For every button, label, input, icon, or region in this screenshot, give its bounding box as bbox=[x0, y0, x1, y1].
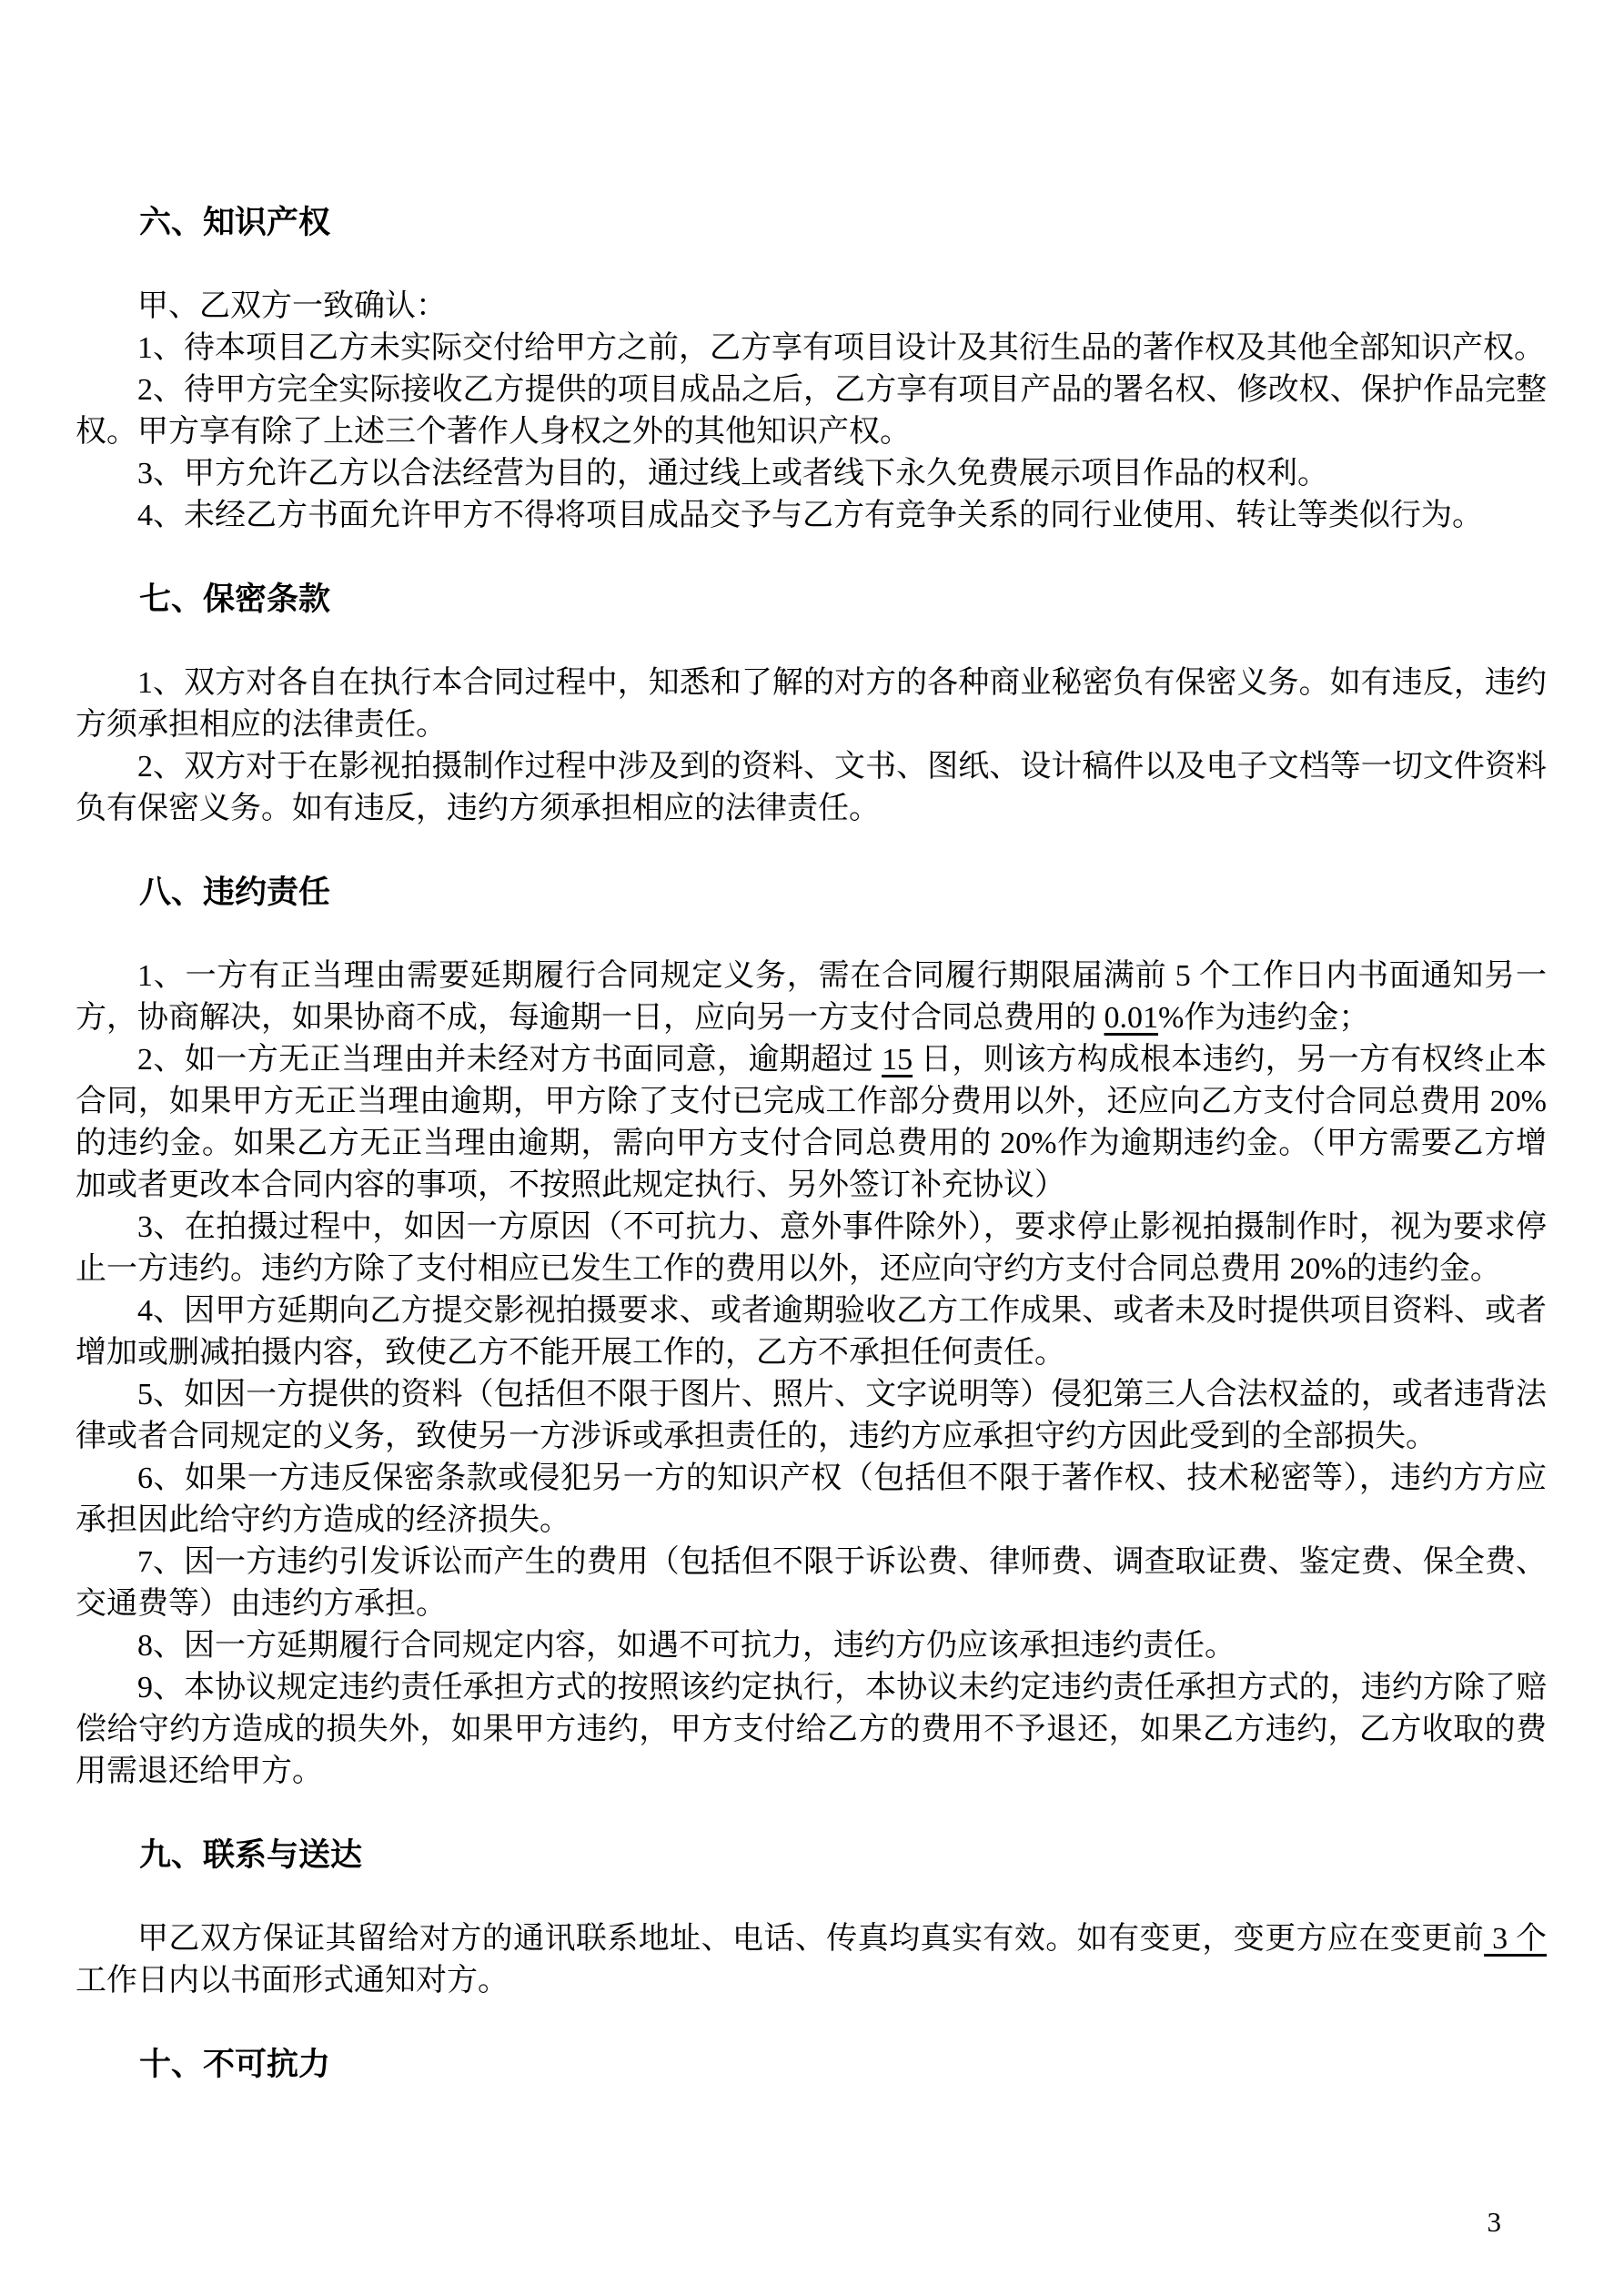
text-run: 9、本协议规定违约责任承担方式的按照该约定执行，本协议未约定违约责任承担方式的，违约方除了赔偿给守约方造成的损失外，如果甲方违约，甲方支付给乙方的费用不予退还，如果乙方违约，乙方收取的费用需退还给甲方。 bbox=[76, 1671, 1547, 1788]
contract-section bbox=[76, 579, 1547, 830]
text-run: 5、如因一方提供的资料（包括但不限于图片、照片、文字说明等）侵犯第三人合法权益的，或者违背法律或者合同规定的义务，致使另一方涉诉或承担责任的，违约方应承担守约方因此受到的全部损失。 bbox=[76, 1378, 1547, 1453]
text-run: 2、待甲方完全实际接收乙方提供的项目成品之后，乙方享有项目产品的署名权、修改权、保护作品完整权。甲方享有除了上述三个著作人身权之外的其他知识产权。 bbox=[76, 373, 1547, 449]
paragraph bbox=[76, 1667, 1547, 1793]
text-run: 甲、乙双方一致确认： bbox=[137, 289, 447, 323]
text-run: 4、未经乙方书面允许甲方不得将项目成品交予与乙方有竞争关系的同行业使用、转让等类似行为。 bbox=[137, 499, 1483, 532]
text-run: 8、因一方延期履行合同规定内容，如遇不可抗力，违约方仍应该承担违约责任。 bbox=[137, 1629, 1236, 1663]
text-run: 甲乙双方保证其留给对方的通讯联系地址、电话、传真均真实有效。如有变更，变更方应在变更前 bbox=[137, 1922, 1485, 1956]
section-heading: 六、知识产权 bbox=[139, 205, 331, 240]
text-run: 3、在拍摄过程中，如因一方原因（不可抗力、意外事件除外），要求停止影视拍摄制作时，视为要求停止一方违约。违约方除了支付相应已发生工作的费用以外，还应向守约方支付合同总费用 20%的违约金。 bbox=[76, 1210, 1547, 1286]
paragraph bbox=[76, 1207, 1547, 1290]
text-run: 日，则该方构成根本违约，另一方有权终止本合同，如果甲方无正当理由逾期，甲方除了支付已完成工作部分费用以外，还应向乙方支付合同总费用 20%的违约金。如果乙方无正当理由逾期，需向甲方支付合同总费用的 20%作为逾期违约金。（甲方需要乙方增加或者更改本合同内容的事项，不按照此规定执行、另外签订补充协议） bbox=[76, 1043, 1548, 1202]
section-heading: 十、不可抗力 bbox=[139, 2047, 331, 2082]
underlined-value: 15 bbox=[882, 1043, 913, 1077]
paragraph bbox=[76, 1542, 1547, 1625]
paragraph bbox=[76, 956, 1547, 1039]
paragraph bbox=[76, 1918, 1547, 2002]
text-run: 7、因一方违约引发诉讼而产生的费用（包括但不限于诉讼费、律师费、调查取证费、鉴定费、保全费、交通费等）由违约方承担。 bbox=[76, 1545, 1547, 1621]
paragraph bbox=[76, 495, 1547, 537]
text-run: 3、甲方允许乙方以合法经营为目的，通过线上或者线下永久免费展示项目作品的权利。 bbox=[137, 457, 1328, 491]
text-run: 6、如果一方违反保密条款或侵犯另一方的知识产权（包括但不限于著作权、技术秘密等），违约方方应承担因此给守约方造成的经济损失。 bbox=[76, 1462, 1547, 1537]
contract-section bbox=[76, 2044, 1547, 2086]
paragraph bbox=[76, 746, 1547, 830]
section-heading: 九、联系与送达 bbox=[139, 1837, 363, 1873]
paragraph bbox=[76, 453, 1547, 495]
contract-section bbox=[76, 1835, 1547, 2002]
text-run: 工作日内以书面形式通知对方。 bbox=[76, 1964, 509, 1998]
text-run: 2、双方对于在影视拍摄制作过程中涉及到的资料、文书、图纸、设计稿件以及电子文档等一切文件资料负有保密义务。如有违反，违约方须承担相应的法律责任。 bbox=[76, 750, 1547, 825]
text-run: 1、双方对各自在执行本合同过程中，知悉和了解的对方的各种商业秘密负有保密义务。如有违反，违约方须承担相应的法律责任。 bbox=[76, 666, 1547, 742]
section-heading: 七、保密条款 bbox=[139, 582, 331, 617]
paragraph bbox=[76, 1625, 1547, 1667]
contract-section bbox=[76, 202, 1547, 537]
paragraph bbox=[76, 369, 1547, 453]
section-heading: 八、违约责任 bbox=[139, 875, 331, 910]
text-run: 4、因甲方延期向乙方提交影视拍摄要求、或者逾期验收乙方工作成果、或者未及时提供项目资料、或者增加或删减拍摄内容，致使乙方不能开展工作的，乙方不承担任何责任。 bbox=[76, 1294, 1547, 1370]
paragraph bbox=[76, 1039, 1547, 1207]
paragraph bbox=[76, 286, 1547, 328]
paragraph bbox=[76, 1374, 1547, 1458]
text-run: %作为违约金； bbox=[1158, 1001, 1370, 1035]
paragraph bbox=[76, 663, 1547, 746]
paragraph bbox=[76, 1290, 1547, 1374]
document-body bbox=[76, 202, 1547, 2086]
contract-section bbox=[76, 872, 1547, 1793]
paragraph bbox=[76, 328, 1547, 369]
paragraph bbox=[76, 1458, 1547, 1542]
text-run: 1、待本项目乙方未实际交付给甲方之前，乙方享有项目设计及其衍生品的著作权及其他全部知识产权。 bbox=[137, 331, 1545, 365]
page-number: 3 bbox=[1487, 2206, 1501, 2238]
underlined-value: 3 个 bbox=[1484, 1922, 1548, 1956]
text-run: 1、一方有正当理由需要延期履行合同规定义务，需在合同履行期限届满前 5 个工作日内书面通知另一方，协商解决，如果协商不成，每逾期一日，应向另一方支付合同总费用的 bbox=[76, 959, 1547, 1035]
text-run: 2、如一方无正当理由并未经对方书面同意，逾期超过 bbox=[137, 1043, 883, 1077]
underlined-value: 0.01 bbox=[1104, 1001, 1158, 1035]
